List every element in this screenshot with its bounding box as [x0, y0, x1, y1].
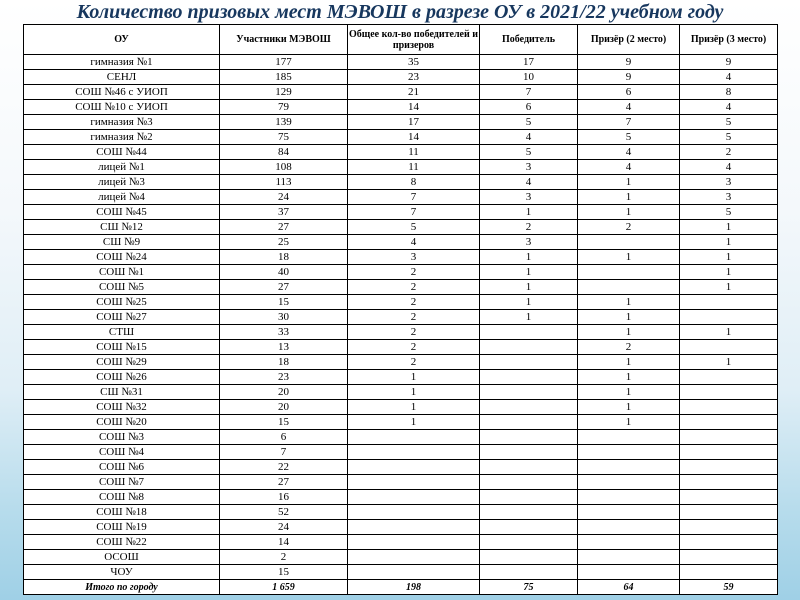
- cell-prize-2nd: [578, 520, 680, 535]
- cell-prize-3rd: [680, 550, 778, 565]
- column-header-prize-2nd: Призёр (2 место): [578, 25, 680, 55]
- total-row: [24, 580, 778, 595]
- cell-prize-2nd: 4: [578, 100, 680, 115]
- cell-participants: 23: [220, 370, 348, 385]
- cell-participants: 177: [220, 55, 348, 70]
- cell-winner: 1: [480, 250, 578, 265]
- cell-school: СТШ: [24, 325, 220, 340]
- cell-winner: 1: [480, 265, 578, 280]
- cell-winner: [480, 430, 578, 445]
- table-row: [24, 445, 778, 460]
- cell-winner: 1: [480, 280, 578, 295]
- cell-winner: [480, 460, 578, 475]
- cell-prize-3rd: [680, 565, 778, 580]
- cell-prize-3rd: 1: [680, 325, 778, 340]
- total-winner: 75: [480, 580, 578, 595]
- cell-school: лицей №3: [24, 175, 220, 190]
- table-row: [24, 190, 778, 205]
- cell-prize-2nd: 1: [578, 295, 680, 310]
- cell-winner: [480, 475, 578, 490]
- cell-participants: 18: [220, 355, 348, 370]
- cell-winner: [480, 385, 578, 400]
- cell-participants: 13: [220, 340, 348, 355]
- column-header-participants: Участники МЭВОШ: [220, 25, 348, 55]
- cell-prize-2nd: 1: [578, 355, 680, 370]
- cell-school: СОШ №5: [24, 280, 220, 295]
- cell-total-winners-prizewinners: [348, 565, 480, 580]
- cell-prize-2nd: [578, 535, 680, 550]
- cell-school: СОШ №44: [24, 145, 220, 160]
- cell-school: лицей №4: [24, 190, 220, 205]
- cell-school: СОШ №6: [24, 460, 220, 475]
- cell-participants: 15: [220, 415, 348, 430]
- cell-winner: 2: [480, 220, 578, 235]
- cell-prize-3rd: 1: [680, 280, 778, 295]
- cell-total-winners-prizewinners: 7: [348, 205, 480, 220]
- cell-participants: 129: [220, 85, 348, 100]
- cell-participants: 27: [220, 475, 348, 490]
- cell-prize-2nd: 4: [578, 145, 680, 160]
- cell-participants: 16: [220, 490, 348, 505]
- cell-winner: [480, 565, 578, 580]
- cell-prize-2nd: 9: [578, 70, 680, 85]
- cell-winner: 5: [480, 145, 578, 160]
- table-row: [24, 145, 778, 160]
- table-row: [24, 490, 778, 505]
- cell-winner: [480, 505, 578, 520]
- cell-prize-2nd: [578, 505, 680, 520]
- cell-winner: [480, 370, 578, 385]
- cell-participants: 24: [220, 190, 348, 205]
- cell-prize-3rd: [680, 430, 778, 445]
- cell-winner: 4: [480, 175, 578, 190]
- cell-total-winners-prizewinners: 3: [348, 250, 480, 265]
- cell-participants: 27: [220, 280, 348, 295]
- cell-winner: [480, 355, 578, 370]
- table-row: [24, 355, 778, 370]
- cell-participants: 24: [220, 520, 348, 535]
- total-prize-2nd: 64: [578, 580, 680, 595]
- cell-prize-2nd: 5: [578, 130, 680, 145]
- cell-prize-2nd: 1: [578, 415, 680, 430]
- cell-participants: 52: [220, 505, 348, 520]
- table-row: [24, 265, 778, 280]
- total-winners-prizewinners: 198: [348, 580, 480, 595]
- cell-prize-2nd: 2: [578, 340, 680, 355]
- cell-total-winners-prizewinners: 7: [348, 190, 480, 205]
- cell-prize-3rd: 1: [680, 265, 778, 280]
- table-row: [24, 130, 778, 145]
- table-row: [24, 415, 778, 430]
- cell-prize-3rd: [680, 310, 778, 325]
- cell-prize-2nd: [578, 445, 680, 460]
- cell-total-winners-prizewinners: 2: [348, 325, 480, 340]
- cell-participants: 22: [220, 460, 348, 475]
- cell-school: лицей №1: [24, 160, 220, 175]
- cell-participants: 75: [220, 130, 348, 145]
- cell-prize-2nd: [578, 550, 680, 565]
- cell-prize-2nd: 2: [578, 220, 680, 235]
- cell-prize-3rd: [680, 340, 778, 355]
- cell-participants: 40: [220, 265, 348, 280]
- cell-prize-3rd: [680, 475, 778, 490]
- table-row: [24, 385, 778, 400]
- column-header-total-winners-prizewinners: Общее кол-во победителей и призеров: [348, 25, 480, 55]
- cell-school: СОШ №27: [24, 310, 220, 325]
- table-row: [24, 115, 778, 130]
- cell-school: СОШ №22: [24, 535, 220, 550]
- table-row: [24, 325, 778, 340]
- cell-prize-3rd: [680, 400, 778, 415]
- cell-prize-3rd: 4: [680, 100, 778, 115]
- cell-total-winners-prizewinners: 1: [348, 370, 480, 385]
- table-row: [24, 220, 778, 235]
- cell-prize-2nd: 9: [578, 55, 680, 70]
- cell-prize-3rd: 1: [680, 220, 778, 235]
- cell-total-winners-prizewinners: 2: [348, 295, 480, 310]
- cell-school: СОШ №18: [24, 505, 220, 520]
- cell-prize-3rd: 3: [680, 190, 778, 205]
- results-table: [23, 24, 778, 595]
- cell-total-winners-prizewinners: 17: [348, 115, 480, 130]
- cell-prize-2nd: 1: [578, 310, 680, 325]
- cell-prize-3rd: 5: [680, 115, 778, 130]
- table-row: [24, 565, 778, 580]
- table-row: [24, 310, 778, 325]
- cell-participants: 139: [220, 115, 348, 130]
- cell-school: СОШ №10 с УИОП: [24, 100, 220, 115]
- total-prize-3rd: 59: [680, 580, 778, 595]
- column-header-school: ОУ: [24, 25, 220, 55]
- cell-prize-2nd: 1: [578, 250, 680, 265]
- cell-prize-3rd: 1: [680, 250, 778, 265]
- cell-participants: 2: [220, 550, 348, 565]
- cell-total-winners-prizewinners: 2: [348, 265, 480, 280]
- cell-school: СОШ №8: [24, 490, 220, 505]
- table-row: [24, 475, 778, 490]
- cell-winner: 5: [480, 115, 578, 130]
- table-row: [24, 370, 778, 385]
- cell-prize-2nd: 1: [578, 325, 680, 340]
- table-row: [24, 535, 778, 550]
- cell-winner: 1: [480, 295, 578, 310]
- cell-participants: 20: [220, 400, 348, 415]
- cell-total-winners-prizewinners: 14: [348, 100, 480, 115]
- table-row: [24, 505, 778, 520]
- cell-winner: 10: [480, 70, 578, 85]
- cell-prize-3rd: 9: [680, 55, 778, 70]
- cell-school: СОШ №19: [24, 520, 220, 535]
- cell-prize-2nd: 7: [578, 115, 680, 130]
- table-row: [24, 520, 778, 535]
- cell-winner: [480, 520, 578, 535]
- table-header-row: [24, 25, 778, 55]
- cell-participants: 7: [220, 445, 348, 460]
- total-label: Итого по городу: [24, 580, 220, 595]
- cell-participants: 108: [220, 160, 348, 175]
- cell-prize-2nd: [578, 565, 680, 580]
- cell-prize-2nd: [578, 280, 680, 295]
- cell-prize-2nd: 6: [578, 85, 680, 100]
- cell-participants: 37: [220, 205, 348, 220]
- cell-school: ОСОШ: [24, 550, 220, 565]
- cell-total-winners-prizewinners: 11: [348, 145, 480, 160]
- column-header-prize-3rd: Призёр (3 место): [680, 25, 778, 55]
- cell-total-winners-prizewinners: 5: [348, 220, 480, 235]
- table-row: [24, 295, 778, 310]
- cell-winner: 17: [480, 55, 578, 70]
- cell-participants: 15: [220, 565, 348, 580]
- cell-total-winners-prizewinners: [348, 445, 480, 460]
- cell-prize-3rd: 1: [680, 355, 778, 370]
- cell-winner: [480, 490, 578, 505]
- cell-prize-2nd: 1: [578, 205, 680, 220]
- table-row: [24, 175, 778, 190]
- cell-school: СШ №31: [24, 385, 220, 400]
- cell-participants: 84: [220, 145, 348, 160]
- cell-total-winners-prizewinners: [348, 490, 480, 505]
- cell-total-winners-prizewinners: [348, 475, 480, 490]
- cell-prize-3rd: 1: [680, 235, 778, 250]
- cell-total-winners-prizewinners: 23: [348, 70, 480, 85]
- cell-participants: 79: [220, 100, 348, 115]
- cell-prize-2nd: [578, 430, 680, 445]
- cell-participants: 18: [220, 250, 348, 265]
- cell-prize-2nd: 1: [578, 175, 680, 190]
- cell-winner: [480, 535, 578, 550]
- cell-school: СОШ №24: [24, 250, 220, 265]
- cell-participants: 33: [220, 325, 348, 340]
- cell-total-winners-prizewinners: 35: [348, 55, 480, 70]
- cell-total-winners-prizewinners: [348, 550, 480, 565]
- cell-prize-3rd: [680, 460, 778, 475]
- table-row: [24, 430, 778, 445]
- cell-participants: 20: [220, 385, 348, 400]
- cell-prize-2nd: [578, 475, 680, 490]
- cell-prize-3rd: [680, 295, 778, 310]
- cell-prize-3rd: [680, 385, 778, 400]
- cell-winner: [480, 550, 578, 565]
- table-row: [24, 460, 778, 475]
- cell-participants: 6: [220, 430, 348, 445]
- cell-total-winners-prizewinners: 14: [348, 130, 480, 145]
- table-row: [24, 550, 778, 565]
- cell-school: СОШ №7: [24, 475, 220, 490]
- cell-school: СОШ №1: [24, 265, 220, 280]
- table-row: [24, 280, 778, 295]
- cell-school: гимназия №3: [24, 115, 220, 130]
- cell-winner: 3: [480, 190, 578, 205]
- cell-participants: 27: [220, 220, 348, 235]
- cell-school: гимназия №1: [24, 55, 220, 70]
- cell-school: ЧОУ: [24, 565, 220, 580]
- cell-school: СОШ №29: [24, 355, 220, 370]
- cell-prize-3rd: [680, 415, 778, 430]
- cell-prize-2nd: 4: [578, 160, 680, 175]
- cell-winner: 3: [480, 235, 578, 250]
- table-row: [24, 235, 778, 250]
- cell-total-winners-prizewinners: [348, 520, 480, 535]
- cell-winner: 1: [480, 310, 578, 325]
- cell-prize-3rd: 5: [680, 130, 778, 145]
- table-row: [24, 70, 778, 85]
- table-row: [24, 160, 778, 175]
- table-row: [24, 85, 778, 100]
- cell-prize-3rd: [680, 370, 778, 385]
- cell-school: СОШ №3: [24, 430, 220, 445]
- cell-school: СЕНЛ: [24, 70, 220, 85]
- cell-total-winners-prizewinners: 2: [348, 280, 480, 295]
- cell-prize-3rd: 2: [680, 145, 778, 160]
- cell-winner: 1: [480, 205, 578, 220]
- cell-total-winners-prizewinners: 2: [348, 355, 480, 370]
- cell-total-winners-prizewinners: [348, 430, 480, 445]
- cell-total-winners-prizewinners: 11: [348, 160, 480, 175]
- cell-school: СОШ №25: [24, 295, 220, 310]
- column-header-winner: Победитель: [480, 25, 578, 55]
- cell-participants: 15: [220, 295, 348, 310]
- cell-winner: [480, 340, 578, 355]
- cell-winner: [480, 445, 578, 460]
- cell-total-winners-prizewinners: 4: [348, 235, 480, 250]
- table-row: [24, 205, 778, 220]
- cell-total-winners-prizewinners: 1: [348, 385, 480, 400]
- cell-prize-3rd: [680, 445, 778, 460]
- cell-winner: 6: [480, 100, 578, 115]
- cell-participants: 113: [220, 175, 348, 190]
- cell-total-winners-prizewinners: 8: [348, 175, 480, 190]
- cell-school: СОШ №46 с УИОП: [24, 85, 220, 100]
- cell-prize-3rd: 3: [680, 175, 778, 190]
- cell-total-winners-prizewinners: [348, 535, 480, 550]
- cell-school: СШ №12: [24, 220, 220, 235]
- cell-school: СОШ №15: [24, 340, 220, 355]
- cell-prize-3rd: [680, 505, 778, 520]
- cell-participants: 185: [220, 70, 348, 85]
- cell-total-winners-prizewinners: 1: [348, 400, 480, 415]
- cell-prize-2nd: [578, 490, 680, 505]
- cell-prize-2nd: [578, 460, 680, 475]
- cell-prize-3rd: 8: [680, 85, 778, 100]
- cell-winner: 4: [480, 130, 578, 145]
- cell-total-winners-prizewinners: [348, 505, 480, 520]
- cell-school: СОШ №4: [24, 445, 220, 460]
- cell-prize-2nd: 1: [578, 385, 680, 400]
- cell-winner: 7: [480, 85, 578, 100]
- table-body: [24, 55, 778, 580]
- cell-prize-3rd: [680, 520, 778, 535]
- cell-winner: 3: [480, 160, 578, 175]
- cell-school: гимназия №2: [24, 130, 220, 145]
- cell-prize-3rd: 4: [680, 70, 778, 85]
- cell-total-winners-prizewinners: [348, 460, 480, 475]
- table-row: [24, 250, 778, 265]
- table-row: [24, 100, 778, 115]
- cell-participants: 14: [220, 535, 348, 550]
- cell-prize-3rd: 5: [680, 205, 778, 220]
- cell-school: СОШ №45: [24, 205, 220, 220]
- page-title: Количество призовых мест МЭВОШ в разрезе ОУ в 2021/22 учебном году: [76, 1, 724, 23]
- cell-winner: [480, 415, 578, 430]
- table-row: [24, 400, 778, 415]
- cell-winner: [480, 400, 578, 415]
- cell-school: СШ №9: [24, 235, 220, 250]
- cell-total-winners-prizewinners: 2: [348, 340, 480, 355]
- cell-prize-2nd: [578, 265, 680, 280]
- cell-prize-2nd: 1: [578, 190, 680, 205]
- cell-prize-3rd: [680, 490, 778, 505]
- table-row: [24, 55, 778, 70]
- cell-participants: 30: [220, 310, 348, 325]
- cell-prize-3rd: 4: [680, 160, 778, 175]
- cell-prize-3rd: [680, 535, 778, 550]
- cell-school: СОШ №26: [24, 370, 220, 385]
- cell-school: СОШ №32: [24, 400, 220, 415]
- cell-prize-2nd: 1: [578, 370, 680, 385]
- cell-prize-2nd: 1: [578, 400, 680, 415]
- table-row: [24, 340, 778, 355]
- cell-school: СОШ №20: [24, 415, 220, 430]
- cell-total-winners-prizewinners: 21: [348, 85, 480, 100]
- cell-prize-2nd: [578, 235, 680, 250]
- cell-participants: 25: [220, 235, 348, 250]
- cell-winner: [480, 325, 578, 340]
- total-participants: 1 659: [220, 580, 348, 595]
- cell-total-winners-prizewinners: 1: [348, 415, 480, 430]
- cell-total-winners-prizewinners: 2: [348, 310, 480, 325]
